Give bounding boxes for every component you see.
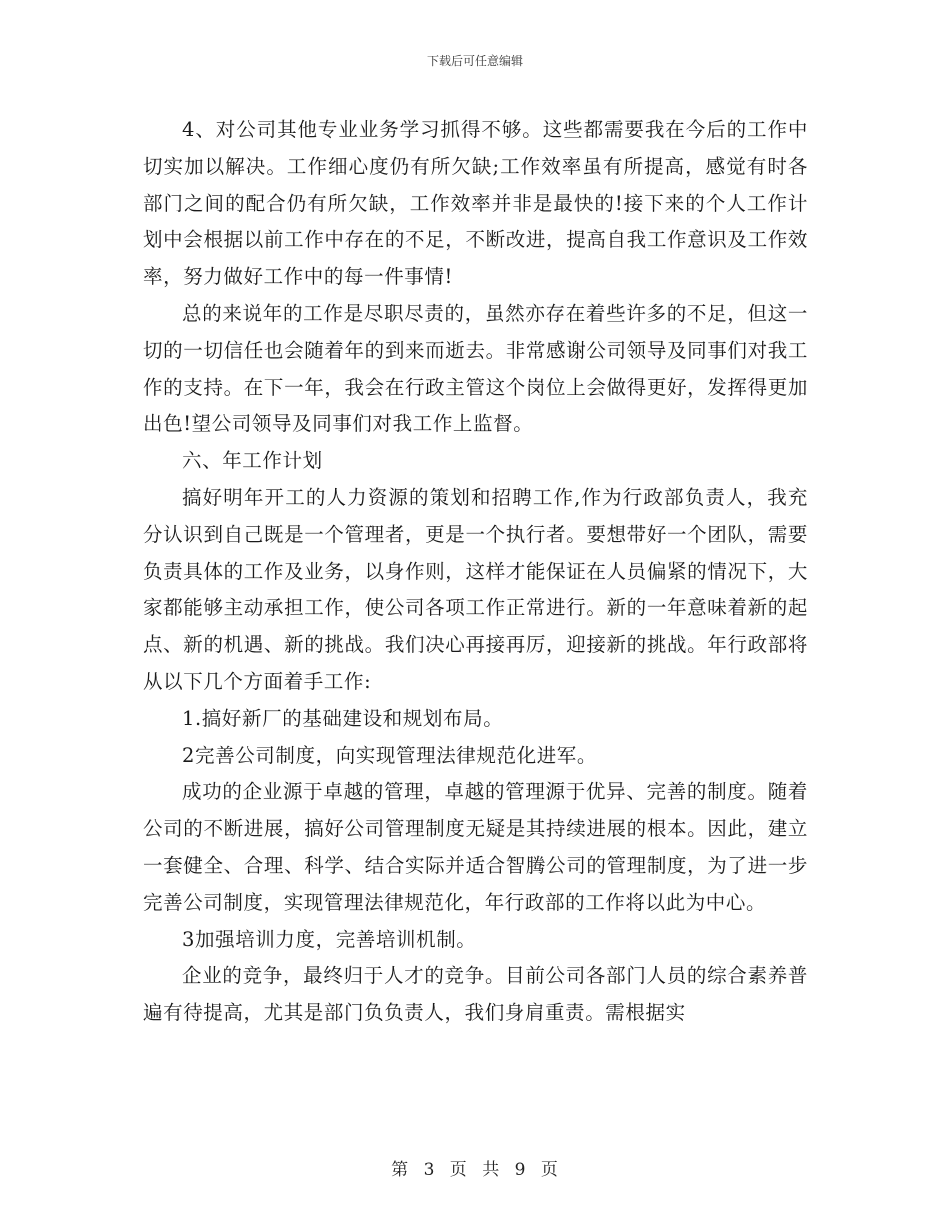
paragraph-2: 总的来说年的工作是尽职尽责的，虽然亦存在着些许多的不足，但这一切的一切信任也会随着年的到来而逝去。非常感谢公司领导及同事们对我工作的支持。在下一年，我会在行政主管这个岗位上会做得更好，发挥得更加出色!望公司领导及同事们对我工作上监督。 [143,301,808,436]
paragraph-4: 成功的企业源于卓越的管理，卓越的管理源于优异、完善的制度。随着公司的不断进展，搞好公司管理制度无疑是其持续进展的根本。因此，建立一套健全、合理、科学、结合实际并适合智腾公司的管理制度，为了进一步完善公司制度，实现管理法律规范化，年行政部的工作将以此为中心。 [143,780,808,914]
list-item-1: 1.搞好新厂的基础建设和规划布局。 [182,706,504,730]
footer-suffix: 页 [540,1160,559,1180]
section-heading: 六、年工作计划 [182,449,323,473]
list-item-3: 3加强培训力度，完善培训机制。 [182,927,477,951]
list-item-2: 2完善公司制度，向实现管理法律规范化进军。 [182,743,598,767]
footer-total-prefix: 共 [482,1160,501,1180]
footer-total-pages: 9 [514,1160,527,1180]
paragraph-3: 搞好明年开工的人力资源的策划和招聘工作,作为行政部负责人，我充分认识到自己既是一个管理者，更是一个执行者。要想带好一个团队，需要负责具体的工作及业务，以身作则，这样才能保证在人员偏紧的情况下，大家都能够主动承担工作，使公司各项工作正常进行。新的一年意味着新的起点、新的机遇、新的挑战。我们决心再接再厉，迎接新的挑战。年行政部将从以下几个方面着手工作: [143,485,808,693]
page-header: 下载后可任意编辑 [426,54,523,68]
paragraph-1: 4、对公司其他专业业务学习抓得不够。这些都需要我在今后的工作中切实加以解决。工作细心度仍有所欠缺;工作效率虽有所提高，感觉有时各部门之间的配合仍有所欠缺，工作效率并非是最快的!接下来的个人工作计划中会根据以前工作中存在的不足，不断改进，提高自我工作意识及工作效率，努力做好工作中的每一件事情! [143,118,808,289]
footer-page-word: 页 [449,1160,468,1180]
footer-current-page: 3 [423,1160,436,1180]
page-footer [0,1155,950,1180]
paragraph-5: 企业的竞争，最终归于人才的竞争。目前公司各部门人员的综合素养普遍有待提高，尤其是部门负负责人，我们身肩重责。需根据实 [143,964,808,1025]
footer-prefix: 第 [391,1160,410,1180]
document-body [143,112,808,1032]
